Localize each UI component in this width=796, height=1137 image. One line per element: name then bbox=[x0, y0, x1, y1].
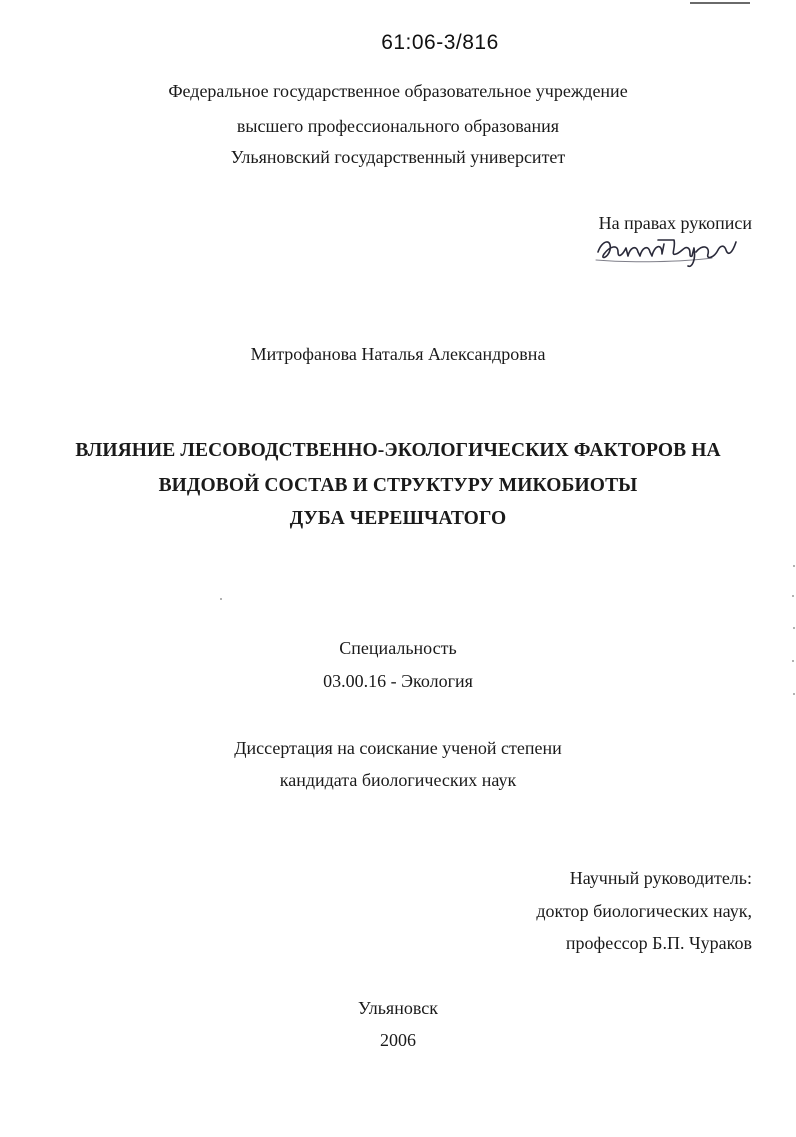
scan-edge-mark bbox=[690, 2, 750, 4]
degree-line-1: Диссертация на соискание ученой степени bbox=[234, 738, 562, 758]
supervisor-name: профессор Б.П. Чураков bbox=[565, 933, 752, 953]
city: Ульяновск bbox=[358, 998, 438, 1018]
scan-speck bbox=[220, 598, 222, 600]
supervisor-label: Научный руководитель: bbox=[569, 868, 752, 888]
author-name: Митрофанова Наталья Александровна bbox=[250, 344, 546, 364]
specialty-label: Специальность bbox=[339, 638, 457, 658]
catalog-code: 61:06-3/816 bbox=[381, 31, 499, 54]
supervisor-degree: доктор биологических наук, bbox=[536, 901, 752, 921]
institution-line-3: Ульяновский государственный университет bbox=[230, 147, 566, 167]
dissertation-title-line-2: ВИДОВОЙ СОСТАВ И СТРУКТУРУ МИКОБИОТЫ bbox=[158, 475, 638, 496]
degree-line-2: кандидата биологических наук bbox=[279, 770, 517, 790]
dissertation-title-line-1: ВЛИЯНИЕ ЛЕСОВОДСТВЕННО-ЭКОЛОГИЧЕСКИХ ФАКТОРОВ НА bbox=[75, 440, 721, 461]
specialty-code: 03.00.16 - Экология bbox=[323, 671, 473, 691]
scan-edge-marks bbox=[790, 565, 796, 715]
institution-line-2: высшего профессионального образования bbox=[236, 116, 560, 136]
dissertation-title-line-3: ДУБА ЧЕРЕШЧАТОГО bbox=[289, 508, 507, 529]
year: 2006 bbox=[380, 1030, 416, 1050]
institution-line-1: Федеральное государственное образовательное учреждение bbox=[168, 81, 628, 101]
handwritten-signature bbox=[592, 230, 742, 270]
manuscript-rights-label: На правах рукописи bbox=[598, 213, 752, 233]
